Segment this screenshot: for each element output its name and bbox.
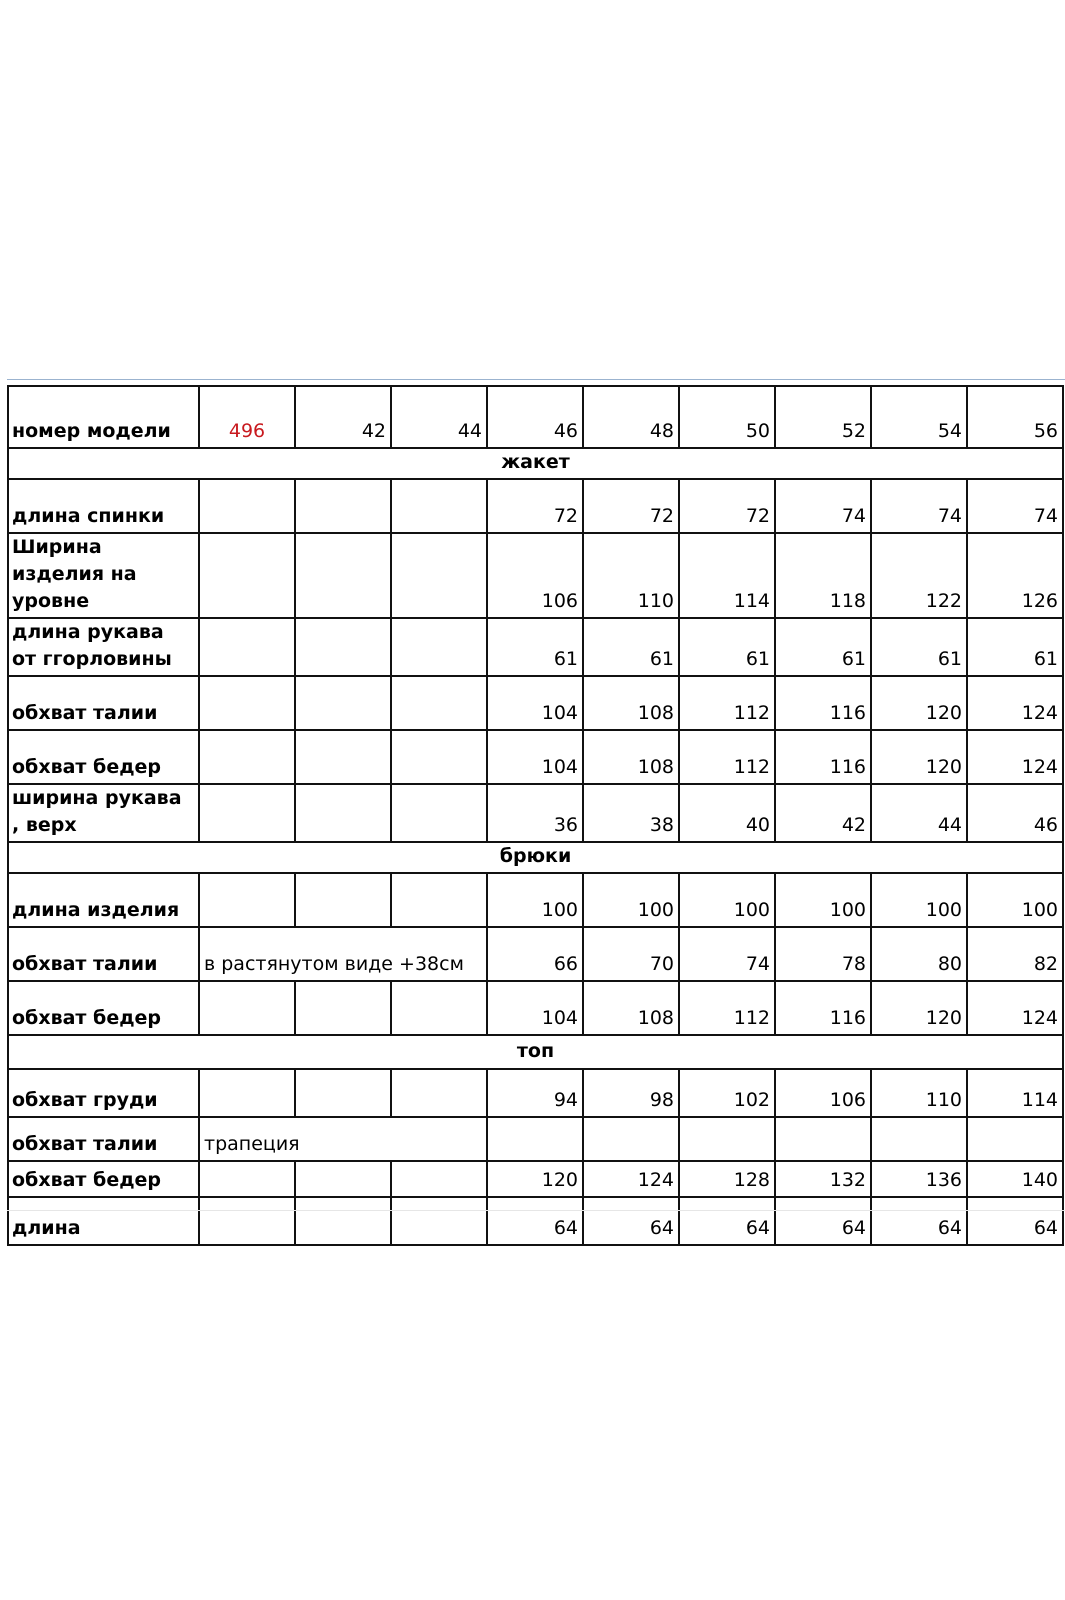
empty-cell (391, 618, 487, 676)
measurement-value: 124 (967, 676, 1063, 730)
measurement-value: 61 (487, 618, 583, 676)
sheet-bottom-border (7, 1210, 1065, 1211)
measurement-row (8, 784, 1063, 842)
empty-cell (199, 1161, 295, 1197)
measurement-row (8, 873, 1063, 927)
empty-cell (295, 676, 391, 730)
empty-cell (391, 479, 487, 533)
measurement-value: 116 (775, 676, 871, 730)
measurement-label: обхват бедер (8, 1161, 199, 1197)
measurement-value (871, 1117, 967, 1161)
empty-cell (199, 479, 295, 533)
size-header-54: 54 (871, 386, 967, 448)
measurement-value: 112 (679, 981, 775, 1035)
measurement-label: обхват талии (8, 1117, 199, 1161)
measurement-value: 120 (871, 676, 967, 730)
measurement-value: 124 (967, 730, 1063, 784)
measurement-value: 110 (583, 533, 679, 618)
measurement-value: 74 (679, 927, 775, 981)
measurement-value: 72 (583, 479, 679, 533)
empty-cell (391, 981, 487, 1035)
section-title: брюки (8, 842, 1063, 873)
measurement-row (8, 927, 1063, 981)
measurement-row (8, 479, 1063, 533)
measurement-value: 40 (679, 784, 775, 842)
measurement-value: 74 (775, 479, 871, 533)
model-number-value: 496 (199, 386, 295, 448)
empty-cell (391, 1161, 487, 1197)
measurement-label: длина рукава от ггорловины (8, 618, 199, 676)
measurement-value: 42 (775, 784, 871, 842)
measurement-value: 64 (679, 1197, 775, 1245)
measurement-value: 104 (487, 676, 583, 730)
measurement-value: 112 (679, 676, 775, 730)
measurement-value: 100 (967, 873, 1063, 927)
measurement-row (8, 618, 1063, 676)
measurement-value: 118 (775, 533, 871, 618)
empty-cell (295, 618, 391, 676)
measurement-label: обхват груди (8, 1069, 199, 1117)
section-header-row (8, 1035, 1063, 1069)
size-header-52: 52 (775, 386, 871, 448)
empty-cell (391, 1197, 487, 1245)
measurement-value: 36 (487, 784, 583, 842)
measurement-value: 106 (487, 533, 583, 618)
empty-cell (295, 1069, 391, 1117)
measurement-label: длина изделия (8, 873, 199, 927)
measurement-value: 112 (679, 730, 775, 784)
measurement-value: 98 (583, 1069, 679, 1117)
measurement-row (8, 1117, 1063, 1161)
empty-cell (199, 618, 295, 676)
measurement-value: 64 (871, 1197, 967, 1245)
size-header-44: 44 (391, 386, 487, 448)
empty-cell (391, 1069, 487, 1117)
measurement-value: 136 (871, 1161, 967, 1197)
size-header-50: 50 (679, 386, 775, 448)
size-chart-table (7, 385, 1064, 1246)
measurement-value: 124 (967, 981, 1063, 1035)
empty-cell (295, 981, 391, 1035)
measurement-value: 122 (871, 533, 967, 618)
measurement-value: 140 (967, 1161, 1063, 1197)
empty-cell (295, 730, 391, 784)
size-header-46: 46 (487, 386, 583, 448)
measurement-value: 116 (775, 981, 871, 1035)
measurement-row (8, 676, 1063, 730)
empty-cell (199, 676, 295, 730)
measurement-value: 64 (583, 1197, 679, 1245)
sheet-top-border (7, 379, 1065, 380)
measurement-label: обхват бедер (8, 730, 199, 784)
empty-cell (199, 730, 295, 784)
measurement-value: 38 (583, 784, 679, 842)
measurement-row (8, 533, 1063, 618)
empty-cell (391, 730, 487, 784)
measurement-value: 104 (487, 981, 583, 1035)
measurement-value: 108 (583, 981, 679, 1035)
measurement-value: 72 (487, 479, 583, 533)
empty-cell (295, 1197, 391, 1245)
measurement-value (679, 1117, 775, 1161)
measurement-row (8, 730, 1063, 784)
empty-cell (199, 981, 295, 1035)
measurement-value: 128 (679, 1161, 775, 1197)
empty-cell (199, 784, 295, 842)
measurement-value: 120 (871, 730, 967, 784)
measurement-value: 120 (487, 1161, 583, 1197)
measurement-label: ширина рукава , верх (8, 784, 199, 842)
measurement-value: 124 (583, 1161, 679, 1197)
measurement-value: 80 (871, 927, 967, 981)
size-header-48: 48 (583, 386, 679, 448)
size-header-56: 56 (967, 386, 1063, 448)
measurement-row (8, 1069, 1063, 1117)
empty-cell (295, 1161, 391, 1197)
measurement-value: 100 (775, 873, 871, 927)
measurement-value: 61 (871, 618, 967, 676)
empty-cell (295, 784, 391, 842)
empty-cell (199, 873, 295, 927)
measurement-value: 116 (775, 730, 871, 784)
empty-cell (199, 1069, 295, 1117)
header-row (8, 386, 1063, 448)
empty-cell (391, 676, 487, 730)
measurement-label: длина (8, 1197, 199, 1245)
measurement-label: обхват бедер (8, 981, 199, 1035)
empty-cell (391, 784, 487, 842)
empty-cell (295, 479, 391, 533)
measurement-value: 100 (583, 873, 679, 927)
measurement-value: 100 (487, 873, 583, 927)
measurement-value: 61 (583, 618, 679, 676)
section-header-row (8, 842, 1063, 873)
measurement-label: Ширина изделия на уровне (8, 533, 199, 618)
measurement-value: 100 (871, 873, 967, 927)
measurement-value: 70 (583, 927, 679, 981)
measurement-value: 64 (775, 1197, 871, 1245)
measurement-label: обхват талии (8, 927, 199, 981)
measurement-note: трапеция (199, 1117, 487, 1161)
measurement-value (775, 1117, 871, 1161)
measurement-value: 61 (679, 618, 775, 676)
measurement-row (8, 1161, 1063, 1197)
empty-cell (391, 873, 487, 927)
measurement-value: 114 (967, 1069, 1063, 1117)
measurement-value (487, 1117, 583, 1161)
measurement-value: 64 (487, 1197, 583, 1245)
measurement-value: 74 (871, 479, 967, 533)
measurement-value: 61 (967, 618, 1063, 676)
measurement-value: 46 (967, 784, 1063, 842)
measurement-value: 126 (967, 533, 1063, 618)
measurement-row (8, 1197, 1063, 1245)
measurement-value: 108 (583, 730, 679, 784)
measurement-value: 108 (583, 676, 679, 730)
empty-cell (199, 1197, 295, 1245)
measurement-value: 61 (775, 618, 871, 676)
measurement-row (8, 981, 1063, 1035)
measurement-label: обхват талии (8, 676, 199, 730)
measurement-value: 114 (679, 533, 775, 618)
model-number-label: номер модели (8, 386, 199, 448)
measurement-value (583, 1117, 679, 1161)
size-chart-body (8, 386, 1063, 1245)
empty-cell (391, 533, 487, 618)
measurement-value: 78 (775, 927, 871, 981)
measurement-value: 74 (967, 479, 1063, 533)
measurement-value: 72 (679, 479, 775, 533)
measurement-value: 120 (871, 981, 967, 1035)
measurement-value: 100 (679, 873, 775, 927)
measurement-note: в растянутом виде +38см (199, 927, 487, 981)
size-header-42: 42 (295, 386, 391, 448)
measurement-value: 82 (967, 927, 1063, 981)
measurement-value: 66 (487, 927, 583, 981)
section-title: топ (8, 1035, 1063, 1069)
measurement-value: 132 (775, 1161, 871, 1197)
empty-cell (199, 533, 295, 618)
measurement-value: 106 (775, 1069, 871, 1117)
section-header-row (8, 448, 1063, 479)
measurement-value: 102 (679, 1069, 775, 1117)
measurement-value: 104 (487, 730, 583, 784)
empty-cell (295, 873, 391, 927)
section-title: жакет (8, 448, 1063, 479)
empty-cell (295, 533, 391, 618)
measurement-value: 64 (967, 1197, 1063, 1245)
measurement-label: длина спинки (8, 479, 199, 533)
measurement-value: 94 (487, 1069, 583, 1117)
measurement-value (967, 1117, 1063, 1161)
measurement-value: 110 (871, 1069, 967, 1117)
measurement-value: 44 (871, 784, 967, 842)
